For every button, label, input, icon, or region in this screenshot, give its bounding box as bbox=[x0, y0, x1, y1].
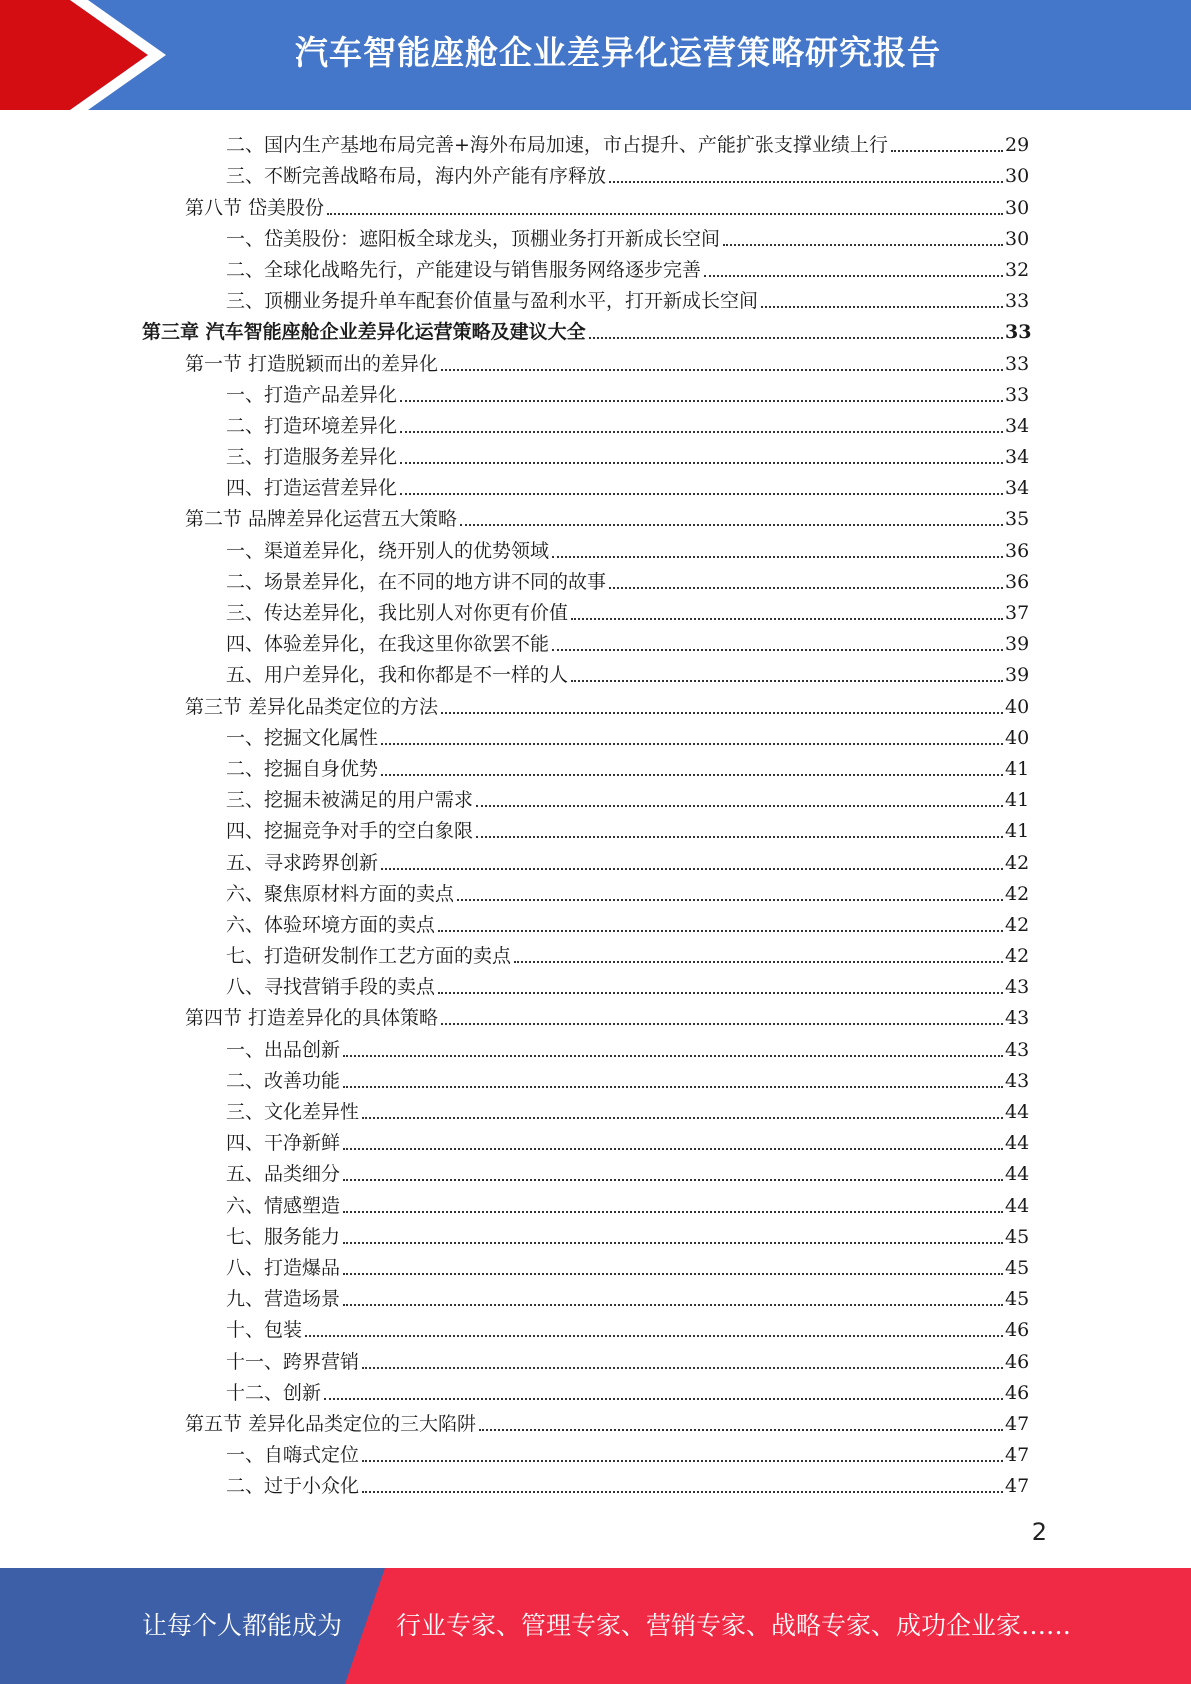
toc-entry[interactable] bbox=[0, 1095, 1191, 1126]
toc-entry-title: 一、自嗨式定位 bbox=[226, 1444, 360, 1467]
toc-dot-leader bbox=[891, 150, 1003, 152]
toc-entry-title: 七、服务能力 bbox=[226, 1225, 341, 1248]
toc-entry[interactable] bbox=[0, 1469, 1191, 1500]
toc-entry[interactable] bbox=[0, 1376, 1191, 1407]
toc-entry[interactable] bbox=[0, 284, 1191, 315]
toc-entry-page: 44 bbox=[1005, 1101, 1030, 1123]
toc-entry[interactable] bbox=[0, 1157, 1191, 1188]
toc-entry-title: 第五节 差异化品类定位的三大陷阱 bbox=[185, 1412, 477, 1435]
toc-entry-page: 47 bbox=[1005, 1475, 1030, 1498]
toc-entry-title: 三、文化差异性 bbox=[226, 1101, 360, 1123]
toc-entry-page: 36 bbox=[1005, 539, 1030, 562]
toc-entry[interactable] bbox=[0, 1313, 1191, 1344]
toc-dot-leader bbox=[400, 400, 1003, 402]
toc-dot-leader bbox=[514, 961, 1003, 963]
toc-dot-leader bbox=[723, 244, 1003, 246]
toc-entry[interactable] bbox=[0, 1282, 1191, 1313]
toc-dot-leader bbox=[400, 462, 1003, 464]
toc-entry[interactable] bbox=[0, 596, 1191, 627]
toc-entry-title: 二、挖掘自身优势 bbox=[226, 757, 379, 780]
page-header bbox=[0, 0, 1191, 110]
toc-dot-leader bbox=[571, 680, 1003, 682]
toc-dot-leader bbox=[589, 337, 1003, 339]
toc-dot-leader bbox=[479, 1429, 1003, 1431]
toc-entry-page: 29 bbox=[1005, 134, 1030, 157]
toc-entry-page: 46 bbox=[1005, 1381, 1030, 1404]
toc-entry-title: 一、挖掘文化属性 bbox=[226, 726, 379, 749]
toc-entry-title: 六、聚焦原材料方面的卖点 bbox=[226, 882, 455, 905]
page-footer bbox=[0, 1568, 1191, 1684]
toc-entry-page: 42 bbox=[1005, 913, 1030, 936]
toc-entry-title: 第三章 汽车智能座舱企业差异化运营策略及建议大全 bbox=[142, 321, 586, 344]
toc-entry[interactable] bbox=[0, 159, 1191, 190]
toc-dot-leader bbox=[343, 1086, 1003, 1088]
toc-entry-page: 34 bbox=[1005, 477, 1030, 500]
toc-entry-title: 第八节 岱美股份 bbox=[185, 196, 325, 219]
toc-entry-title: 三、传达差异化，我比别人对你更有价值 bbox=[226, 602, 569, 624]
toc-entry-page: 40 bbox=[1005, 726, 1030, 749]
toc-entry-page: 34 bbox=[1005, 446, 1030, 469]
toc-entry-title: 二、改善功能 bbox=[226, 1069, 341, 1092]
toc-dot-leader bbox=[441, 1023, 1003, 1025]
toc-dot-leader bbox=[343, 1211, 1003, 1213]
toc-dot-leader bbox=[460, 524, 1003, 526]
toc-entry-page: 44 bbox=[1005, 1194, 1030, 1217]
toc-dot-leader bbox=[400, 493, 1003, 495]
toc-entry-title: 五、品类细分 bbox=[226, 1163, 341, 1186]
page-number: 2 bbox=[1031, 1518, 1047, 1546]
toc-entry[interactable] bbox=[0, 814, 1191, 845]
toc-dot-leader bbox=[381, 868, 1003, 870]
toc-entry[interactable] bbox=[0, 565, 1191, 596]
toc-entry-title: 十二、创新 bbox=[226, 1381, 322, 1404]
toc-dot-leader bbox=[362, 1367, 1003, 1369]
toc-entry-title: 三、打造服务差异化 bbox=[226, 446, 398, 469]
toc-entry-page: 45 bbox=[1005, 1288, 1030, 1311]
toc-entry[interactable] bbox=[0, 939, 1191, 970]
toc-entry[interactable] bbox=[0, 190, 1191, 221]
toc-entry-page: 35 bbox=[1005, 508, 1030, 531]
toc-entry[interactable] bbox=[0, 689, 1191, 720]
toc-entry-title: 第一节 打造脱颖而出的差异化 bbox=[185, 352, 439, 375]
toc-entry-title: 一、渠道差异化，绕开别人的优势领域 bbox=[226, 539, 550, 562]
toc-entry-page: 43 bbox=[1005, 1038, 1030, 1061]
toc-entry-page: 46 bbox=[1005, 1350, 1030, 1373]
toc-entry-page: 41 bbox=[1005, 789, 1030, 812]
toc-dot-leader bbox=[761, 306, 1003, 308]
toc-dot-leader bbox=[362, 1117, 1003, 1119]
toc-entry-page: 30 bbox=[1005, 227, 1030, 250]
toc-entry-page: 33 bbox=[1005, 321, 1032, 344]
toc-dot-leader bbox=[305, 1335, 1003, 1337]
toc-dot-leader bbox=[362, 1460, 1003, 1462]
toc-entry-title: 七、打造研发制作工艺方面的卖点 bbox=[226, 945, 512, 968]
toc-entry-page: 42 bbox=[1005, 851, 1030, 874]
toc-dot-leader bbox=[571, 618, 1003, 620]
toc-entry-title: 二、全球化战略先行，产能建设与销售服务网络逐步完善 bbox=[226, 258, 702, 281]
toc-entry-page: 43 bbox=[1005, 976, 1030, 999]
toc-entry-title: 四、打造运营差异化 bbox=[226, 477, 398, 500]
toc-dot-leader bbox=[343, 1179, 1003, 1181]
toc-entry-page: 42 bbox=[1005, 945, 1030, 968]
toc-entry-title: 三、挖掘未被满足的用户需求 bbox=[226, 789, 474, 812]
toc-entry[interactable] bbox=[0, 845, 1191, 876]
header-title: 汽车智能座舱企业差异化运营策略研究报告 bbox=[295, 33, 941, 72]
toc-entry[interactable] bbox=[0, 1407, 1191, 1438]
toc-dot-leader bbox=[343, 1304, 1003, 1306]
toc-entry[interactable] bbox=[0, 1001, 1191, 1032]
toc-entry-page: 47 bbox=[1005, 1444, 1030, 1467]
toc-entry-page: 47 bbox=[1005, 1412, 1030, 1435]
toc-entry-title: 第二节 品牌差异化运营五大策略 bbox=[185, 508, 458, 531]
toc-entry[interactable] bbox=[0, 471, 1191, 502]
toc-entry-page: 37 bbox=[1005, 602, 1030, 624]
toc-entry-title: 一、打造产品差异化 bbox=[226, 383, 398, 406]
toc-dot-leader bbox=[343, 1148, 1003, 1150]
toc-entry[interactable] bbox=[0, 378, 1191, 409]
toc-dot-leader bbox=[457, 899, 1003, 901]
toc-entry[interactable] bbox=[0, 222, 1191, 253]
toc-dot-leader bbox=[476, 805, 1003, 807]
toc-entry-page: 30 bbox=[1005, 165, 1030, 188]
toc-dot-leader bbox=[441, 369, 1003, 371]
toc-entry-page: 33 bbox=[1005, 352, 1030, 375]
header-arrow-decoration bbox=[0, 0, 200, 110]
toc-entry-page: 32 bbox=[1005, 258, 1030, 281]
toc-entry-title: 二、国内生产基地布局完善+海外布局加速，市占提升、产能扩张支撑业绩上行 bbox=[226, 134, 888, 157]
toc-entry-title: 二、过于小众化 bbox=[226, 1475, 360, 1498]
toc-entry-title: 二、场景差异化，在不同的地方讲不同的故事 bbox=[226, 570, 607, 593]
toc-entry-title: 一、岱美股份：遮阳板全球龙头，顶棚业务打开新成长空间 bbox=[226, 227, 721, 250]
toc-dot-leader bbox=[343, 1055, 1003, 1057]
toc-entry-page: 45 bbox=[1005, 1256, 1030, 1279]
toc-entry[interactable] bbox=[0, 783, 1191, 814]
toc-dot-leader bbox=[343, 1242, 1003, 1244]
toc-entry-title: 八、寻找营销手段的卖点 bbox=[226, 976, 436, 999]
toc-entry[interactable] bbox=[0, 502, 1191, 533]
toc-dot-leader bbox=[327, 213, 1003, 215]
toc-dot-leader bbox=[400, 431, 1003, 433]
toc-entry[interactable] bbox=[0, 970, 1191, 1001]
toc-entry-page: 43 bbox=[1005, 1007, 1030, 1030]
toc-entry-title: 第三节 差异化品类定位的方法 bbox=[185, 695, 439, 718]
toc-entry[interactable] bbox=[0, 1438, 1191, 1469]
toc-dot-leader bbox=[324, 1398, 1003, 1400]
toc-dot-leader bbox=[552, 556, 1003, 558]
toc-entry-title: 五、寻求跨界创新 bbox=[226, 851, 379, 874]
toc-entry-page: 41 bbox=[1005, 757, 1030, 780]
toc-entry-title: 六、体验环境方面的卖点 bbox=[226, 913, 436, 936]
toc-entry-page: 39 bbox=[1005, 633, 1030, 656]
toc-dot-leader bbox=[381, 774, 1003, 776]
toc-entry-page: 40 bbox=[1005, 695, 1030, 718]
toc-entry-title: 三、顶棚业务提升单车配套价值量与盈利水平，打开新成长空间 bbox=[226, 290, 759, 313]
toc-entry[interactable] bbox=[0, 1344, 1191, 1375]
toc-entry-title: 八、打造爆品 bbox=[226, 1256, 341, 1279]
toc-entry-title: 十一、跨界营销 bbox=[226, 1350, 360, 1373]
toc-entry-page: 33 bbox=[1005, 290, 1030, 313]
toc-entry-page: 33 bbox=[1005, 383, 1030, 406]
toc-entry-page: 44 bbox=[1005, 1132, 1030, 1155]
toc-entry[interactable] bbox=[0, 1126, 1191, 1157]
toc-dot-leader bbox=[552, 649, 1003, 651]
toc-dot-leader bbox=[343, 1273, 1003, 1275]
toc-entry-page: 30 bbox=[1005, 196, 1030, 219]
toc-entry[interactable] bbox=[0, 315, 1191, 346]
toc-entry-title: 一、出品创新 bbox=[226, 1038, 341, 1061]
toc-entry-page: 43 bbox=[1005, 1069, 1030, 1092]
toc-dot-leader bbox=[609, 181, 1003, 183]
toc-entry[interactable] bbox=[0, 440, 1191, 471]
toc-entry[interactable] bbox=[0, 752, 1191, 783]
toc-entry[interactable] bbox=[0, 253, 1191, 284]
toc-dot-leader bbox=[704, 275, 1003, 277]
toc-entry[interactable] bbox=[0, 409, 1191, 440]
toc-entry-page: 44 bbox=[1005, 1163, 1030, 1186]
toc-dot-leader bbox=[476, 836, 1003, 838]
toc-entry-title: 四、干净新鲜 bbox=[226, 1132, 341, 1155]
toc-entry[interactable] bbox=[0, 1220, 1191, 1251]
toc-entry-page: 45 bbox=[1005, 1225, 1030, 1248]
toc-entry-title: 九、营造场景 bbox=[226, 1288, 341, 1311]
toc-entry-title: 十、包装 bbox=[226, 1319, 303, 1342]
toc-dot-leader bbox=[441, 712, 1003, 714]
toc-entry-title: 五、用户差异化，我和你都是不一样的人 bbox=[226, 664, 569, 687]
toc-entry-title: 二、打造环境差异化 bbox=[226, 414, 398, 437]
toc-entry[interactable] bbox=[0, 1064, 1191, 1095]
toc-entry[interactable] bbox=[0, 1188, 1191, 1219]
toc-dot-leader bbox=[438, 930, 1003, 932]
toc-entry-page: 42 bbox=[1005, 882, 1030, 905]
toc-entry-page: 34 bbox=[1005, 414, 1030, 437]
toc-entry[interactable] bbox=[0, 877, 1191, 908]
toc-entry[interactable] bbox=[0, 346, 1191, 377]
toc-entry-title: 四、挖掘竞争对手的空白象限 bbox=[226, 820, 474, 843]
toc-entry[interactable] bbox=[0, 908, 1191, 939]
toc-entry-page: 39 bbox=[1005, 664, 1030, 687]
toc-entry[interactable] bbox=[0, 533, 1191, 564]
toc-entry-title: 三、不断完善战略布局，海内外产能有序释放 bbox=[226, 165, 607, 188]
toc-entry[interactable] bbox=[0, 721, 1191, 752]
toc-entry-title: 六、情感塑造 bbox=[226, 1194, 341, 1217]
toc-entry-title: 四、体验差异化，在我这里你欲罢不能 bbox=[226, 633, 550, 656]
toc-entry-page: 46 bbox=[1005, 1319, 1030, 1342]
toc-entry[interactable] bbox=[0, 1251, 1191, 1282]
toc-entry-title: 第四节 打造差异化的具体策略 bbox=[185, 1007, 439, 1030]
footer-slogan-left: 让每个人都能成为 bbox=[142, 1611, 343, 1640]
toc-dot-leader bbox=[381, 743, 1003, 745]
toc-dot-leader bbox=[438, 992, 1003, 994]
toc-entry[interactable] bbox=[0, 1032, 1191, 1063]
toc-dot-leader bbox=[362, 1491, 1003, 1493]
toc-entry-page: 41 bbox=[1005, 820, 1030, 843]
toc-entry[interactable] bbox=[0, 658, 1191, 689]
toc-dot-leader bbox=[609, 587, 1003, 589]
toc-entry-page: 36 bbox=[1005, 570, 1030, 593]
toc-entry[interactable] bbox=[0, 128, 1191, 159]
footer-slogan-right: 行业专家、管理专家、营销专家、战略专家、成功企业家…… bbox=[396, 1611, 1072, 1640]
table-of-contents bbox=[0, 128, 1191, 1500]
toc-entry[interactable] bbox=[0, 627, 1191, 658]
